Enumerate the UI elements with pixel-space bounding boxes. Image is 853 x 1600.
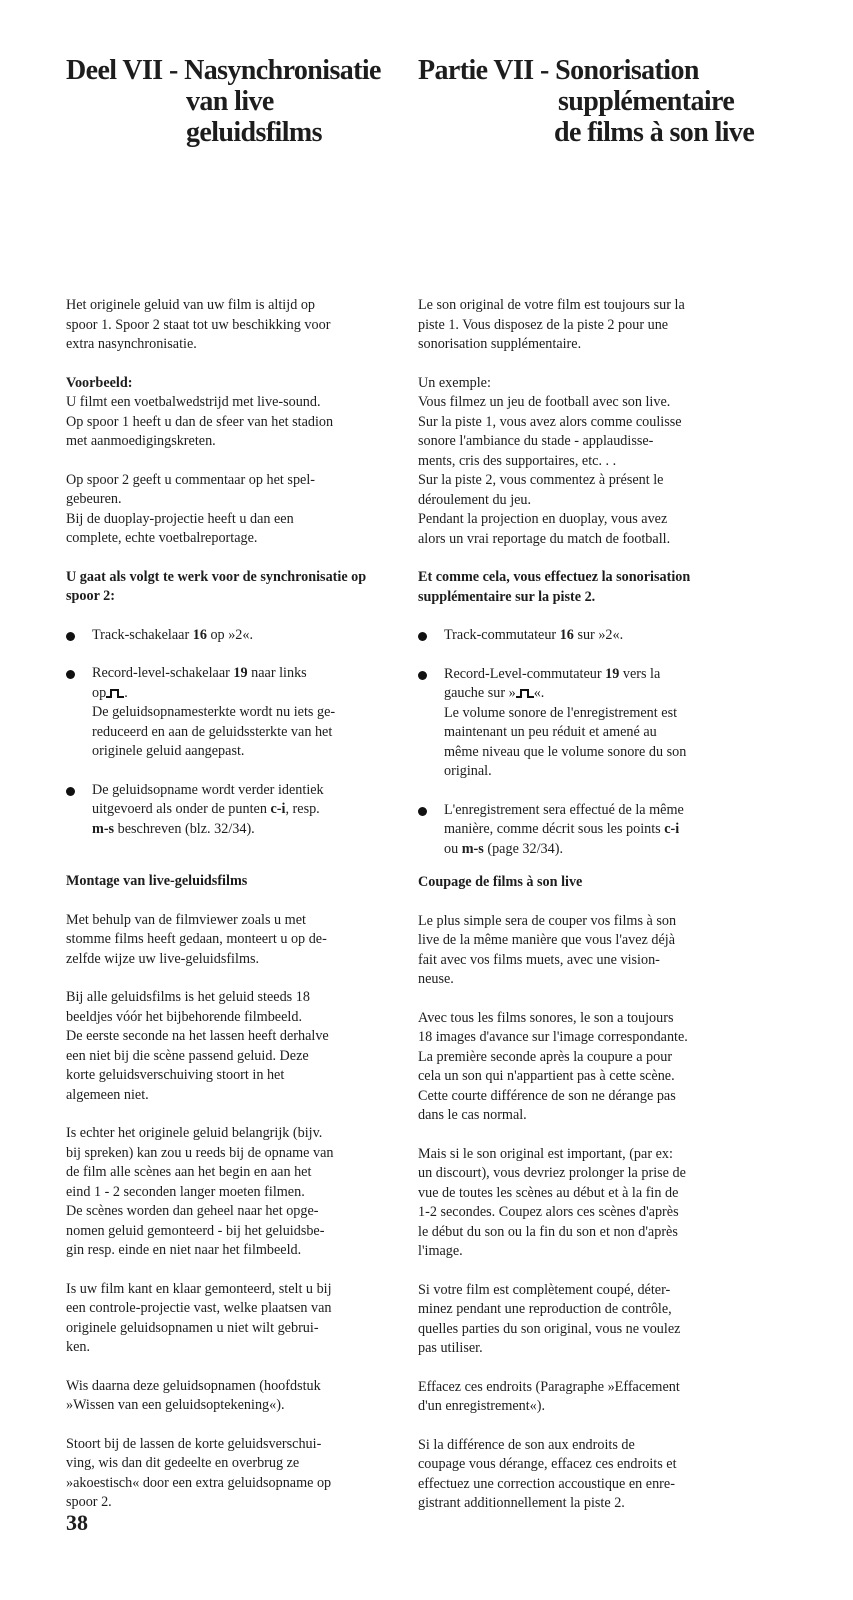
- pulse-symbol-icon: [106, 688, 124, 698]
- bullet-record-level: Record-Level-commutateur 19 vers la gauche sur » «. Le volume sonore de l'enregistrement est maintenant un peu réduit et amené au même niveau que le volume sonore du son original.: [418, 665, 763, 782]
- page-number: 38: [66, 1510, 88, 1535]
- bullet-recording-steps: De geluidsopname wordt verder identiek uitgevoerd als onder de punten c-i, resp. m-s beschreven (blz. 32/34).: [66, 781, 411, 840]
- montage-paragraph-6: Stoort bij de lassen de korte geluidsverschui- ving, wis dan dit gedeelte en overbrug ze »akoestisch« door een extra geluidsopname op spoor 2.: [66, 1435, 332, 1510]
- example-paragraph: U filmt een voetbalwedstrijd met live-sound. Op spoor 1 heeft u dan de sfeer van het stadion met aanmoedigingskreten.: [66, 394, 334, 449]
- montage-paragraph-3: Mais si le son original est important, (par ex: un discourt), vous devriez prolonger la prise de vue de toutes les scènes au début et à la fin de 1-2 secondes. Coupez alors ces scènes d'après le début du son ou la fin du son et non d'après l'image.: [418, 1145, 686, 1259]
- procedure-heading: U gaat als volgt te werk voor de synchronisatie op spoor 2:: [66, 568, 367, 604]
- montage-paragraph-4: Is uw film kant en klaar gemonteerd, stelt u bij een controle-projectie vast, welke plaatsen van originele geluidsopnamen u niet wilt gebrui- ken.: [66, 1280, 332, 1355]
- montage-paragraph-1: Met behulp van de filmviewer zoals u met stomme films heeft gedaan, monteert u op de- zelfde wijze uw live-geluidsfilms.: [66, 911, 327, 967]
- montage-paragraph-2: Avec tous les films sonores, le son a toujours 18 images d'avance sur l'image correspondante. La première seconde après la coupure a pour cela un son qui n'appartient pas à cette scène. Cette courte différence de son ne dérange pas dans le cas normal.: [418, 1009, 688, 1123]
- bullet-icon: [418, 671, 427, 680]
- bullet-record-level: Record-level-schakelaar 19 naar links op . De geluidsopnamesterkte wordt nu iets ge- reduceerd en aan de geluidssterkte van het originele geluid aangepast.: [66, 664, 411, 762]
- dutch-title: Deel VII - Nasynchronisatie van live geluidsfilms: [66, 55, 381, 148]
- bullet-track-switch: Track-schakelaar 16 op »2«.: [66, 626, 411, 646]
- intro-paragraph: Het originele geluid van uw film is altijd op spoor 1. Spoor 2 staat tot uw beschikking voor extra nasynchronisatie.: [66, 297, 331, 352]
- intro-paragraph: Le son original de votre film est toujours sur la piste 1. Vous disposez de la piste 2 pour une sonorisation supplémentaire.: [418, 297, 685, 352]
- bullet-icon: [66, 670, 75, 679]
- montage-paragraph-4: Si votre film est complètement coupé, déter- minez pendant une reproduction de contrôle, quelles parties du son original, vous ne voulez pas utiliser.: [418, 1281, 681, 1356]
- example-paragraph: Un exemple: Vous filmez un jeu de football avec son live. Sur la piste 1, vous avez alors comme coulisse sonore l'ambiance du stade - applaudisse- ments, cris des supportaires, etc. . . Sur la piste 2, vous commentez à présent le déroulement du jeu. Pendant la projection en duoplay, vous avez alors un vrai reportage du match de football.: [418, 374, 682, 547]
- pulse-symbol-icon: [516, 688, 534, 698]
- dutch-body: [66, 296, 411, 1513]
- procedure-heading: Et comme cela, vous effectuez la sonorisation supplémentaire sur la piste 2.: [418, 569, 691, 605]
- bullet-track-switch: Track-commutateur 16 sur »2«.: [418, 626, 763, 646]
- bullet-icon: [418, 807, 427, 816]
- montage-paragraph-5: Effacez ces endroits (Paragraphe »Effacement d'un enregistrement«).: [418, 1378, 680, 1414]
- french-title: Partie VII - Sonorisation supplémentaire de films à son live: [418, 55, 755, 148]
- example-heading: Voorbeeld:: [66, 374, 133, 391]
- french-body: [418, 296, 763, 1514]
- bullet-icon: [418, 632, 427, 641]
- montage-heading: Coupage de films à son live: [418, 874, 583, 890]
- montage-paragraph-5: Wis daarna deze geluidsopnamen (hoofdstuk »Wissen van een geluidsoptekening«).: [66, 1377, 321, 1413]
- montage-paragraph-1: Le plus simple sera de couper vos films à son live de la même manière que vous l'avez déjà fait avec vos films muets, avec une vision- neuse.: [418, 912, 677, 987]
- montage-paragraph-2: Bij alle geluidsfilms is het geluid steeds 18 beeldjes vóór het bijbehorende filmbeeld. De eerste seconde na het lassen heeft derhalve een niet bij die scène passend geluid. Deze korte geluidsverschuiving stoort in het algemeen niet.: [66, 989, 329, 1103]
- bullet-icon: [66, 632, 75, 641]
- montage-heading: Montage van live-geluidsfilms: [66, 873, 248, 889]
- bullet-icon: [66, 787, 75, 796]
- bullet-recording-steps: L'enregistrement sera effectué de la même manière, comme décrit sous les points c-i ou m-s (page 32/34).: [418, 801, 763, 860]
- example-paragraph-2: Op spoor 2 geeft u commentaar op het spel- gebeuren. Bij de duoplay-projectie heeft u dan een complete, echte voetbalreportage.: [66, 471, 315, 546]
- montage-paragraph-3: Is echter het originele geluid belangrijk (bijv. bij spreken) kan zou u reeds bij de opname van de film alle scènes aan het begin en aan het eind 1 - 2 seconden langer moeten filmen. De scènes worden dan geheel naar het opge- nomen geluid gemonteerd - bij het geluidsbe- gin resp. einde en niet naar het filmbeeld.: [66, 1125, 334, 1258]
- montage-paragraph-6: Si la différence de son aux endroits de coupage vous dérange, effacez ces endroits et effectuez une correction accoustique en enre- gistrant additionnellement la piste 2.: [418, 1436, 677, 1511]
